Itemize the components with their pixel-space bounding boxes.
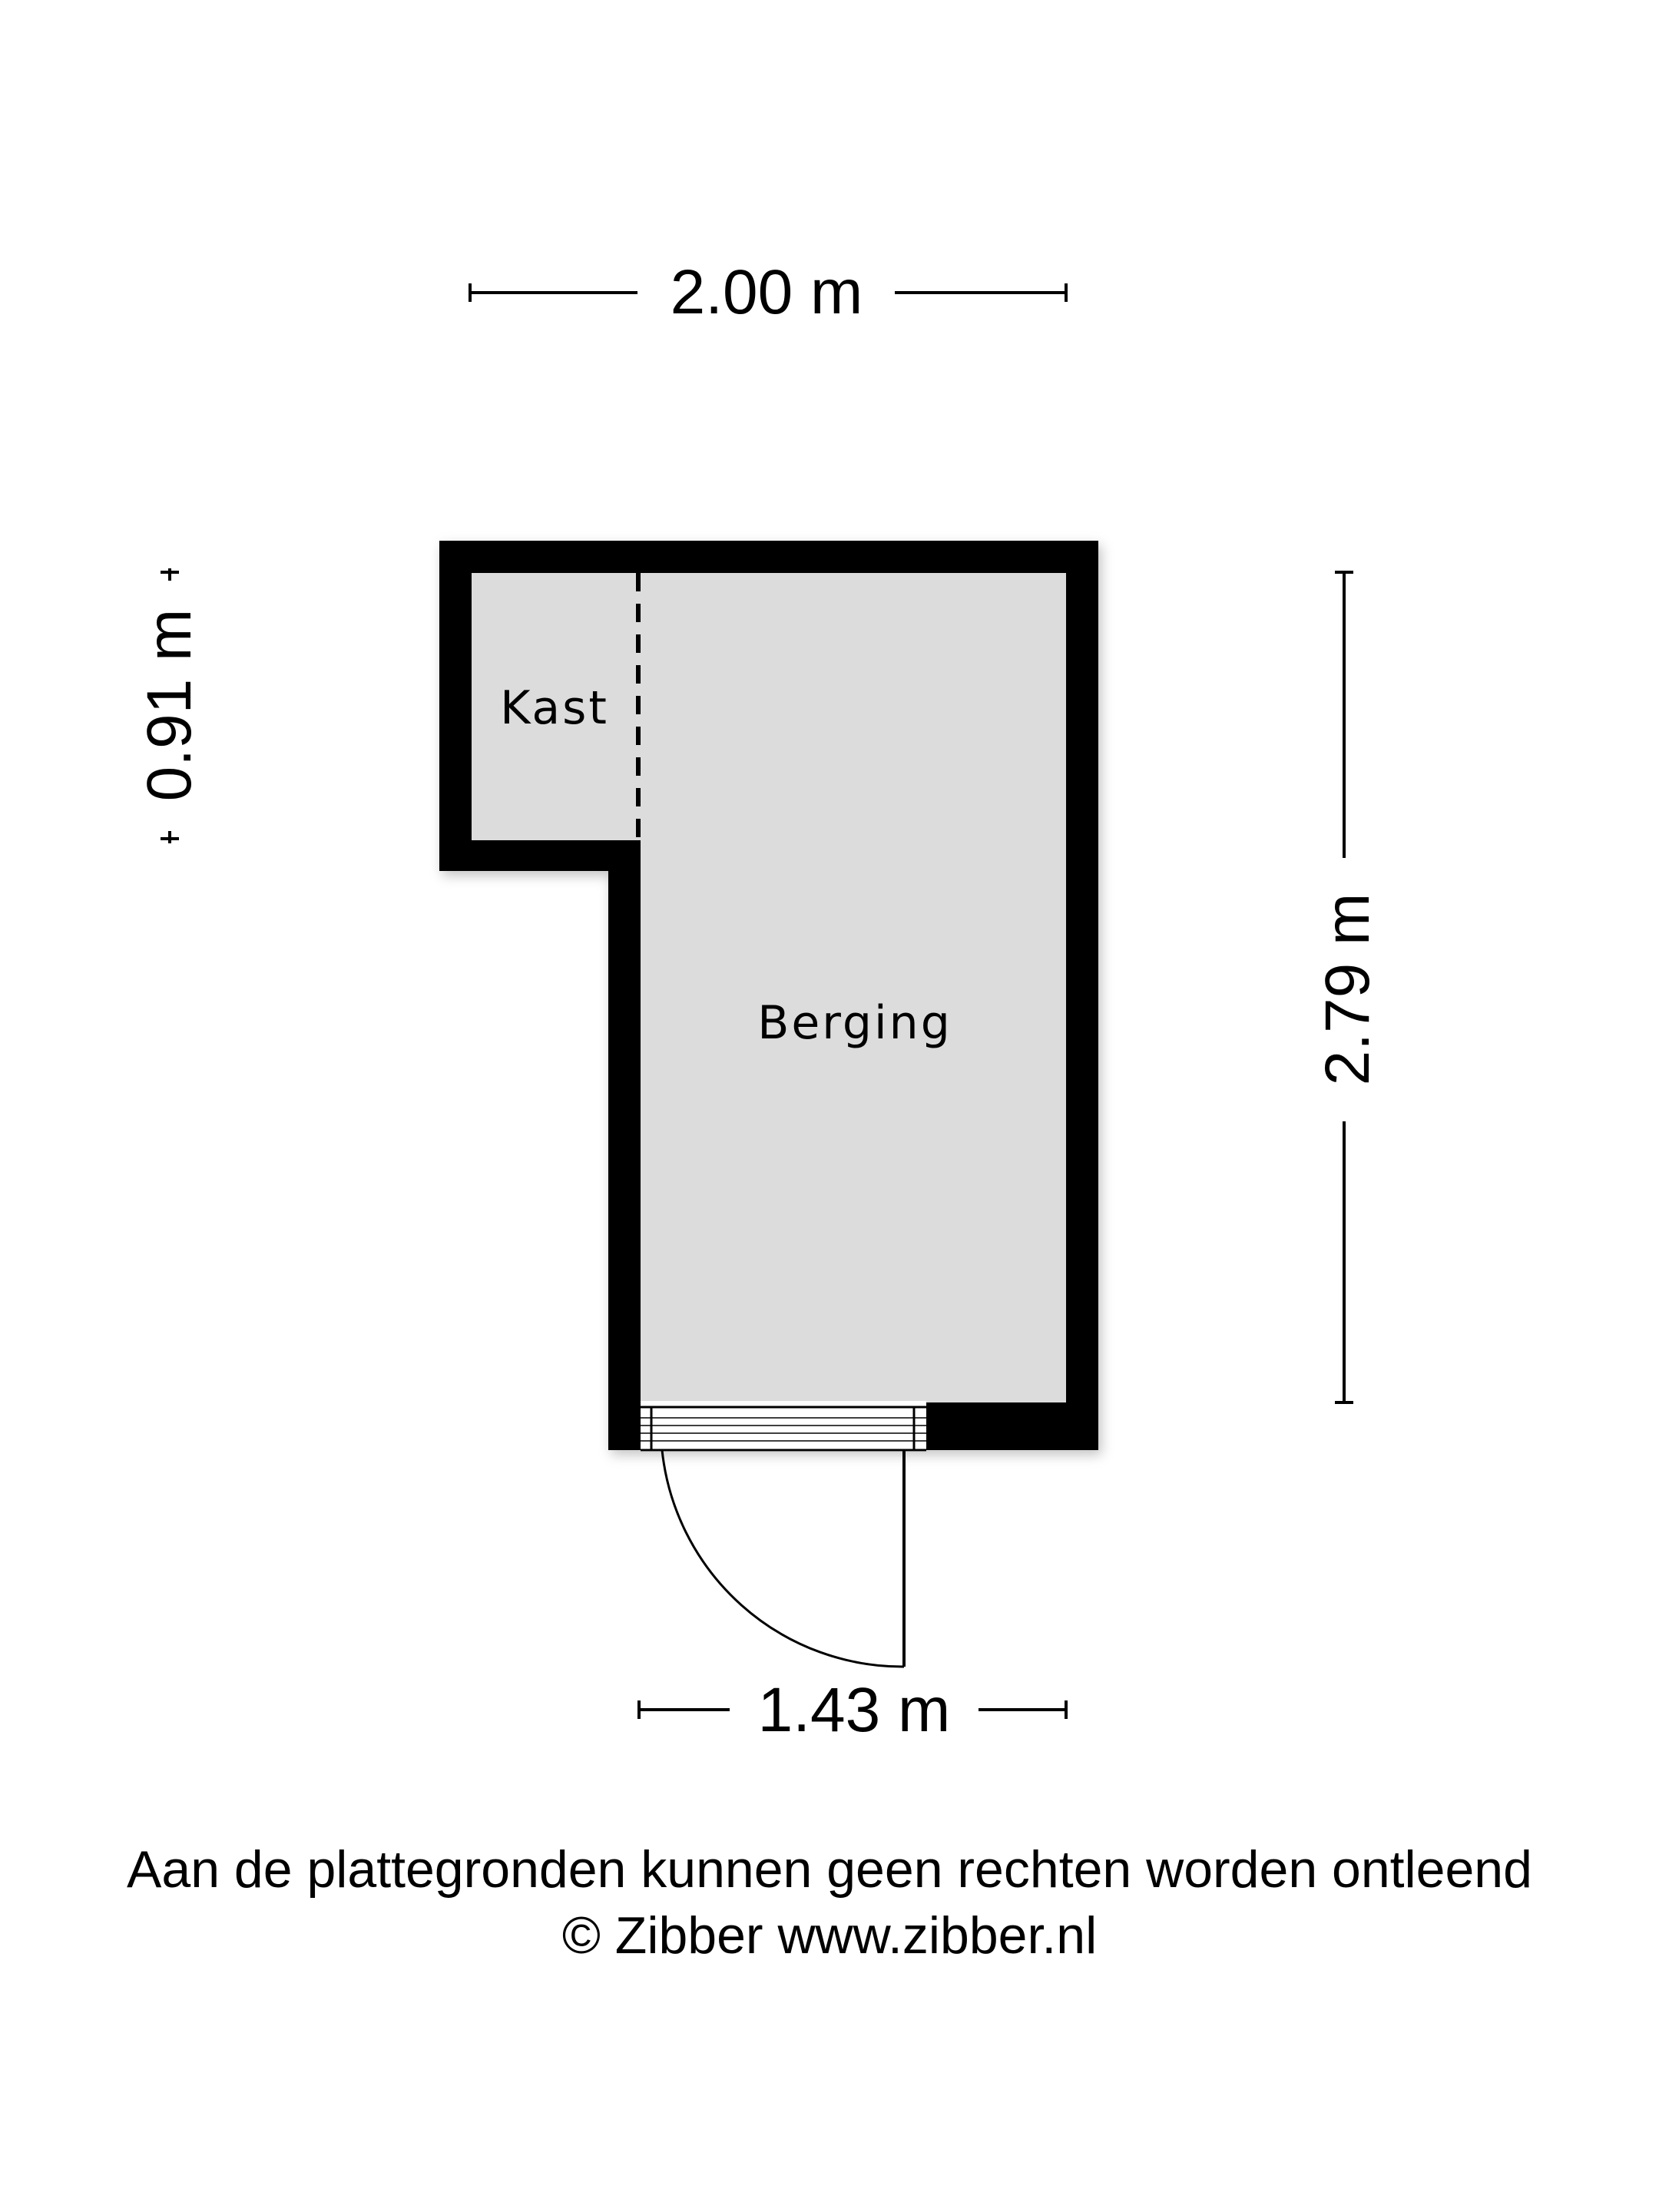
copyright-text: © Zibber www.zibber.nl <box>561 1906 1098 1965</box>
disclaimer-text: Aan de plattegronden kunnen geen rechten worden ontleend <box>127 1840 1532 1899</box>
door-swing <box>662 1450 904 1667</box>
dimension-top <box>470 257 1066 327</box>
door-opening <box>641 1401 926 1452</box>
room-label-berging: Berging <box>757 996 952 1050</box>
dimension-bottom-label: 1.43 m <box>757 1675 951 1745</box>
dimension-top-label: 2.00 m <box>670 257 863 327</box>
dimension-bottom <box>639 1675 1066 1745</box>
dimension-left <box>134 568 204 843</box>
room-label-kast: Kast <box>500 681 609 735</box>
dimension-left-label: 0.91 m <box>134 608 204 802</box>
dimension-right-label: 2.79 m <box>1313 892 1382 1086</box>
dimension-right <box>1313 572 1382 1402</box>
